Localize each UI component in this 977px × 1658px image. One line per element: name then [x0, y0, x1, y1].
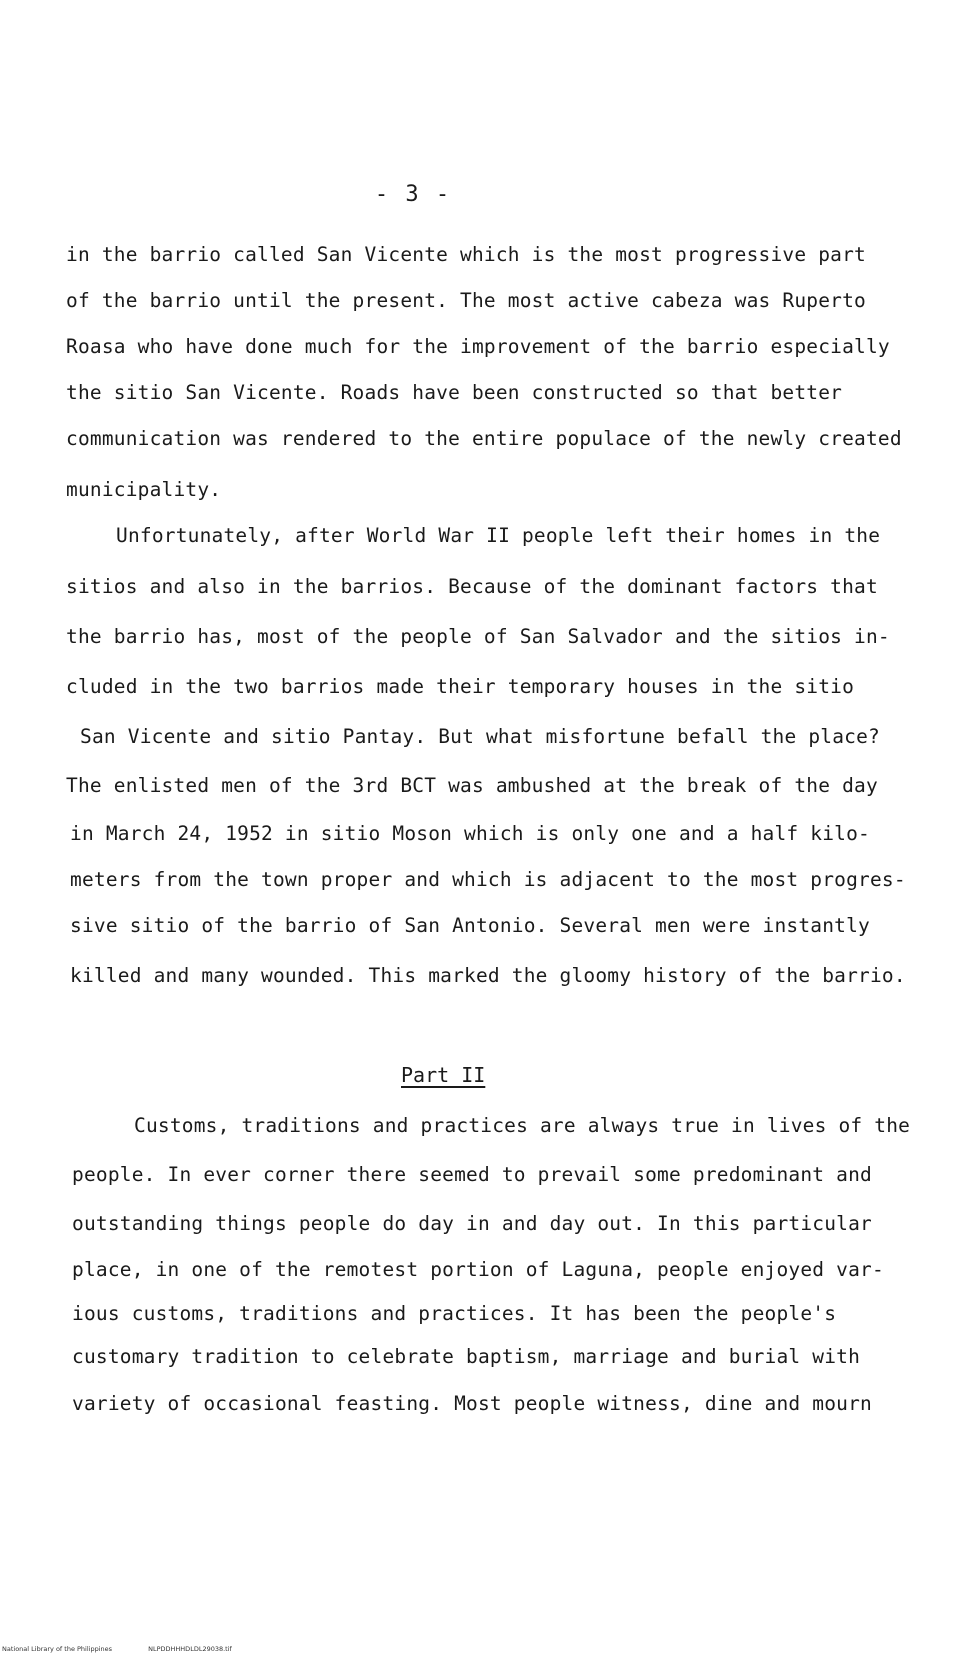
- paragraph-line: the barrio has, most of the people of San Salvador and the sitios in-: [66, 625, 890, 648]
- paragraph-line: municipality.: [66, 478, 222, 501]
- paragraph-line: communication was rendered to the entire populace of the newly created: [66, 427, 902, 450]
- paragraph-line: variety of occasional feasting. Most people witness, dine and mourn: [72, 1392, 872, 1415]
- paragraph-line: sive sitio of the barrio of San Antonio. Several men were instantly: [70, 914, 870, 937]
- paragraph-line: in the barrio called San Vicente which is the most progressive part: [66, 243, 866, 266]
- paragraph-line: place, in one of the remotest portion of Laguna, people enjoyed var-: [72, 1258, 884, 1281]
- footer-library: National Library of the Philippines: [2, 1645, 113, 1653]
- paragraph-line: San Vicente and sitio Pantay. But what misfortune befall the place?: [80, 725, 880, 748]
- paragraph-line: meters from the town proper and which is adjacent to the most progres-: [70, 868, 906, 891]
- paragraph-line: customary tradition to celebrate baptism, marriage and burial with: [72, 1345, 861, 1368]
- scan-footer: [2, 1645, 266, 1653]
- paragraph-line: people. In ever corner there seemed to prevail some predominant and: [72, 1163, 872, 1186]
- paragraph-line: Customs, traditions and practices are always true in lives of the: [134, 1114, 911, 1137]
- paragraph-line: outstanding things people do day in and day out. In this particular: [72, 1212, 872, 1235]
- page-number: - 3 -: [374, 182, 452, 207]
- paragraph-line: the sitio San Vicente. Roads have been constructed so that better: [66, 381, 843, 404]
- paragraph-line: The enlisted men of the 3rd BCT was ambushed at the break of the day: [66, 774, 878, 797]
- section-heading: Part II: [401, 1063, 486, 1087]
- paragraph-line: Unfortunately, after World War II people left their homes in the: [116, 524, 881, 547]
- paragraph-line: cluded in the two barrios made their temporary houses in the sitio: [66, 675, 855, 698]
- paragraph-line: Roasa who have done much for the improvement of the barrio especially: [66, 335, 890, 358]
- paragraph-line: in March 24, 1952 in sitio Moson which is only one and a half kilo-: [70, 822, 870, 845]
- paragraph-line: ious customs, traditions and practices. It has been the people's: [72, 1302, 837, 1325]
- paragraph-line: sitios and also in the barrios. Because of the dominant factors that: [66, 575, 878, 598]
- footer-file-id: NLPDDHHHDLDL29038.tif: [148, 1645, 232, 1653]
- paragraph-line: of the barrio until the present. The most active cabeza was Ruperto: [66, 289, 866, 312]
- paragraph-line: killed and many wounded. This marked the gloomy history of the barrio.: [70, 964, 906, 987]
